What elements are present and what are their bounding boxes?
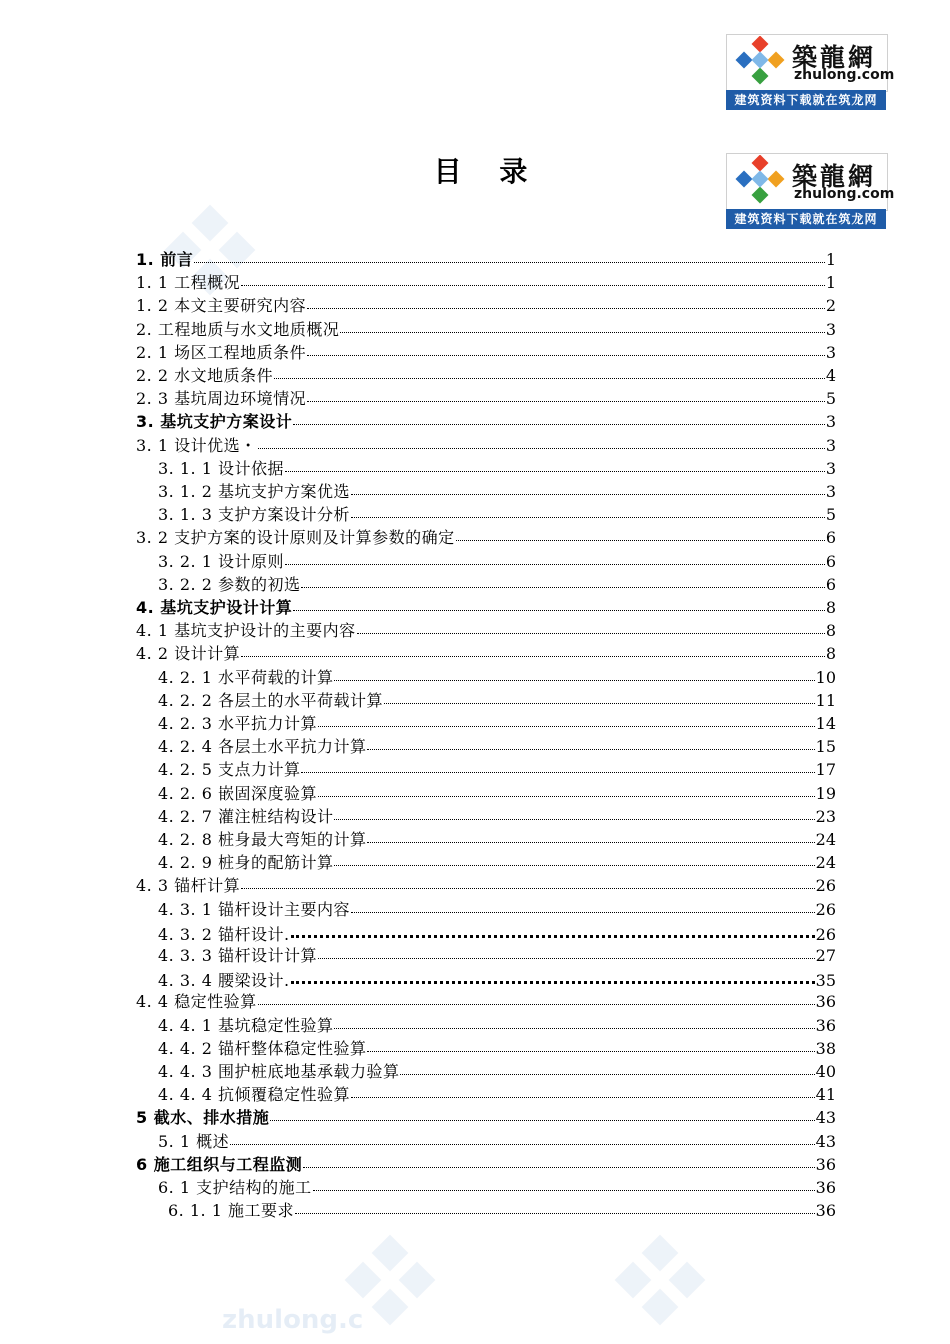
toc-entry-label: 2. 3 基坑周边环境情况	[136, 389, 307, 408]
toc-dot-leader	[307, 385, 825, 402]
toc-dot-leader	[274, 362, 825, 379]
toc-dot-leader	[307, 339, 825, 356]
toc-entry[interactable]	[136, 1153, 836, 1175]
toc-entry[interactable]	[136, 526, 836, 548]
toc-entry-page: 36	[815, 1201, 836, 1220]
toc-entry-page: 1	[825, 250, 836, 269]
toc-entry-page: 43	[815, 1108, 836, 1127]
toc-entry[interactable]	[158, 735, 836, 757]
toc-entry[interactable]	[158, 573, 836, 595]
toc-entry-label: 4. 2. 8 桩身最大弯矩的计算	[158, 830, 367, 849]
toc-entry-page: 19	[815, 784, 836, 803]
toc-entry-page: 41	[815, 1085, 836, 1104]
toc-entry-page: 4	[825, 366, 836, 385]
toc-dot-leader	[301, 756, 814, 773]
toc-entry-label: 4. 4. 4 抗倾覆稳定性验算	[158, 1085, 350, 1104]
toc-entry-label: 5. 1 概述	[158, 1132, 230, 1151]
toc-entry-label: 4. 2. 2 各层土的水平荷载计算	[158, 691, 383, 710]
toc-dot-leader	[318, 780, 815, 797]
toc-entry-page: 26	[815, 876, 836, 895]
toc-dot-leader	[258, 432, 825, 449]
toc-dot-leader	[307, 292, 825, 309]
toc-dot-leader	[367, 826, 814, 843]
toc-entry-label: 4. 2. 9 桩身的配筋计算	[158, 853, 334, 872]
toc-entry-label: 4. 3. 1 锚杆设计主要内容	[158, 900, 350, 919]
toc-dot-leader	[270, 1104, 814, 1121]
toc-entry[interactable]	[136, 341, 836, 363]
logo-tagline: 建筑资料下载就在筑龙网	[726, 209, 886, 229]
toc-dot-leader	[367, 1035, 814, 1052]
toc-entry-label: 4. 2. 7 灌注桩结构设计	[158, 807, 334, 826]
toc-entry-page: 36	[815, 1016, 836, 1035]
toc-entry-label: 4. 4 稳定性验算	[136, 992, 257, 1011]
toc-entry-label: 6. 1 支护结构的施工	[158, 1178, 312, 1197]
toc-entry-page: 15	[815, 737, 836, 756]
toc-entry[interactable]	[136, 596, 836, 618]
toc-entry-label: 4. 3. 4 腰梁设计.	[158, 971, 290, 990]
toc-entry-label: 4. 2. 3 水平抗力计算	[158, 714, 317, 733]
toc-dot-leader	[334, 803, 814, 820]
toc-entry-page: 10	[815, 668, 836, 687]
toc-entry[interactable]	[136, 318, 836, 340]
logo-domain: zhulong.com	[794, 67, 895, 83]
toc-entry[interactable]	[158, 944, 836, 966]
toc-entry-label: 4. 4. 2 锚杆整体稳定性验算	[158, 1039, 367, 1058]
toc-entry-label: 6 施工组织与工程监测	[136, 1155, 303, 1174]
toc-entry[interactable]	[158, 550, 836, 572]
toc-entry-page: 8	[825, 621, 836, 640]
toc-entry-label: 3. 1. 3 支护方案设计分析	[158, 505, 350, 524]
toc-entry-page: 36	[815, 1178, 836, 1197]
logo-name: 築龍網	[792, 162, 877, 191]
toc-entry[interactable]	[158, 828, 836, 850]
toc-entry[interactable]	[158, 712, 836, 734]
toc-entry[interactable]	[136, 271, 836, 293]
toc-entry-page: 8	[825, 644, 836, 663]
toc-dot-leader	[295, 1197, 815, 1214]
toc-dot-leader	[291, 965, 815, 984]
logo-domain: zhulong.com	[794, 186, 895, 202]
toc-entry-label: 4. 4. 3 围护桩底地基承载力验算	[158, 1062, 400, 1081]
toc-dot-leader	[285, 455, 825, 472]
toc-entry-label: 4. 3. 3 锚杆设计计算	[158, 946, 317, 965]
toc-dot-leader	[351, 896, 815, 913]
toc-dot-leader	[351, 1081, 815, 1098]
toc-entry[interactable]	[158, 666, 836, 688]
toc-entry[interactable]	[158, 503, 836, 525]
toc-entry[interactable]	[136, 387, 836, 409]
toc-dot-leader	[293, 594, 825, 611]
toc-entry-page: 2	[825, 296, 836, 315]
toc-dot-leader	[357, 617, 825, 634]
toc-dot-leader	[334, 1012, 814, 1029]
toc-entry-label: 4. 1 基坑支护设计的主要内容	[136, 621, 356, 640]
toc-entry-label: 3. 1. 2 基坑支护方案优选	[158, 482, 350, 501]
toc-dot-leader	[301, 571, 824, 588]
toc-entry-label: 3. 2. 2 参数的初选	[158, 575, 301, 594]
zhulong-logo-top	[726, 34, 895, 112]
toc-entry-page: 1	[825, 273, 836, 292]
toc-entry[interactable]	[158, 758, 836, 780]
toc-entry-page: 8	[825, 598, 836, 617]
toc-entry-label: 6. 1. 1 施工要求	[168, 1201, 294, 1220]
toc-entry-page: 27	[815, 946, 836, 965]
toc-entry-page: 36	[815, 992, 836, 1011]
toc-entry-label: 4. 2. 4 各层土水平抗力计算	[158, 737, 367, 756]
toc-entry-page: 6	[825, 528, 836, 547]
logo-name: 築龍網	[792, 43, 877, 72]
toc-entry-page: 43	[815, 1132, 836, 1151]
toc-entry-page: 24	[815, 853, 836, 872]
toc-entry-label: 3. 2. 1 设计原则	[158, 552, 284, 571]
toc-entry[interactable]	[136, 294, 836, 316]
toc-entry[interactable]	[158, 1060, 836, 1082]
toc-entry-page: 3	[825, 459, 836, 478]
toc-entry-page: 36	[815, 1155, 836, 1174]
toc-entry-page: 26	[815, 900, 836, 919]
toc-entry-page: 3	[825, 343, 836, 362]
toc-entry[interactable]	[158, 457, 836, 479]
toc-dot-leader	[318, 942, 815, 959]
toc-entry[interactable]	[158, 1083, 836, 1105]
logo-tagline: 建筑资料下载就在筑龙网	[726, 90, 886, 110]
toc-entry-label: 3. 基坑支护方案设计	[136, 412, 293, 431]
toc-entry[interactable]	[168, 1199, 836, 1221]
toc-entry-label: 4. 3 锚杆计算	[136, 876, 241, 895]
toc-entry[interactable]	[158, 480, 836, 502]
toc-entry-label: 2. 工程地质与水文地质概况	[136, 320, 340, 339]
toc-entry[interactable]	[136, 990, 836, 1012]
toc-entry-label: 1. 2 本文主要研究内容	[136, 296, 307, 315]
toc-entry[interactable]	[136, 364, 836, 386]
toc-entry-label: 1. 前言	[136, 250, 194, 269]
toc-dot-leader	[313, 1174, 815, 1191]
toc-dot-leader	[241, 269, 825, 286]
toc-entry-page: 3	[825, 320, 836, 339]
toc-entry-label: 4. 2. 6 嵌固深度验算	[158, 784, 317, 803]
toc-dot-leader	[384, 687, 815, 704]
toc-entry-page: 35	[815, 971, 836, 990]
toc-entry-label: 5 截水、排水措施	[136, 1108, 270, 1127]
toc-entry-label: 3. 2 支护方案的设计原则及计算参数的确定	[136, 528, 455, 547]
zhulong-emblem-icon	[730, 36, 790, 88]
page-title: 目 录	[433, 155, 542, 188]
toc-entry-label: 4. 3. 2 锚杆设计.	[158, 925, 290, 944]
toc-entry[interactable]	[136, 1106, 836, 1128]
toc-entry[interactable]	[158, 1130, 836, 1152]
toc-dot-leader	[194, 246, 825, 263]
toc-dot-leader	[291, 919, 815, 938]
toc-dot-leader	[367, 733, 814, 750]
toc-dot-leader	[318, 710, 815, 727]
toc-entry[interactable]	[158, 805, 836, 827]
toc-entry-page: 24	[815, 830, 836, 849]
toc-entry-label: 3. 1. 1 设计依据	[158, 459, 284, 478]
toc-dot-leader	[285, 548, 825, 565]
toc-entry[interactable]	[158, 1176, 836, 1198]
watermark-text: zhulong.c	[222, 1305, 364, 1335]
toc-entry[interactable]	[136, 248, 836, 270]
toc-entry[interactable]	[158, 689, 836, 711]
toc-entry[interactable]	[158, 921, 836, 943]
toc-dot-leader	[241, 872, 815, 889]
toc-entry-label: 4. 基坑支护设计计算	[136, 598, 293, 617]
toc-entry[interactable]	[158, 851, 836, 873]
toc-entry-label: 3. 1 设计优选・	[136, 436, 257, 455]
toc-entry-page: 17	[815, 760, 836, 779]
toc-entry-page: 6	[825, 575, 836, 594]
toc-entry[interactable]	[136, 874, 836, 896]
toc-entry[interactable]	[158, 967, 836, 989]
toc-entry-label: 4. 2. 5 支点力计算	[158, 760, 301, 779]
toc-entry[interactable]	[158, 1037, 836, 1059]
toc-dot-leader	[241, 640, 825, 657]
toc-entry[interactable]	[158, 898, 836, 920]
toc-entry-page: 3	[825, 436, 836, 455]
toc-entry[interactable]	[136, 410, 836, 432]
toc-entry-label: 2. 1 场区工程地质条件	[136, 343, 307, 362]
toc-entry[interactable]	[136, 434, 836, 456]
toc-entry[interactable]	[136, 642, 836, 664]
toc-entry-label: 4. 2 设计计算	[136, 644, 241, 663]
toc-entry-page: 5	[825, 505, 836, 524]
toc-entry[interactable]	[158, 1014, 836, 1036]
toc-dot-leader	[258, 988, 815, 1005]
toc-entry[interactable]	[136, 619, 836, 641]
toc-entry-label: 2. 2 水文地质条件	[136, 366, 274, 385]
toc-dot-leader	[303, 1151, 814, 1168]
toc-dot-leader	[334, 849, 814, 866]
toc-entry-page: 14	[815, 714, 836, 733]
toc-entry-page: 40	[815, 1062, 836, 1081]
toc-entry-label: 1. 1 工程概况	[136, 273, 241, 292]
toc-entry-page: 26	[815, 925, 836, 944]
toc-entry-page: 11	[815, 691, 836, 710]
toc-entry-page: 3	[825, 482, 836, 501]
toc-dot-leader	[351, 478, 825, 495]
toc-entry-page: 5	[825, 389, 836, 408]
toc-entry-page: 3	[825, 412, 836, 431]
toc-dot-leader	[334, 664, 814, 681]
toc-dot-leader	[351, 501, 825, 518]
toc-dot-leader	[293, 408, 825, 425]
toc-entry-page: 38	[815, 1039, 836, 1058]
toc-entry[interactable]	[158, 782, 836, 804]
toc-entry-page: 23	[815, 807, 836, 826]
toc-entry-page: 6	[825, 552, 836, 571]
toc-dot-leader	[400, 1058, 814, 1075]
toc-dot-leader	[340, 316, 824, 333]
toc-entry-label: 4. 2. 1 水平荷载的计算	[158, 668, 334, 687]
watermark-logo	[620, 1240, 700, 1320]
toc-dot-leader	[230, 1128, 815, 1145]
toc-entry-label: 4. 4. 1 基坑稳定性验算	[158, 1016, 334, 1035]
toc-dot-leader	[456, 524, 825, 541]
